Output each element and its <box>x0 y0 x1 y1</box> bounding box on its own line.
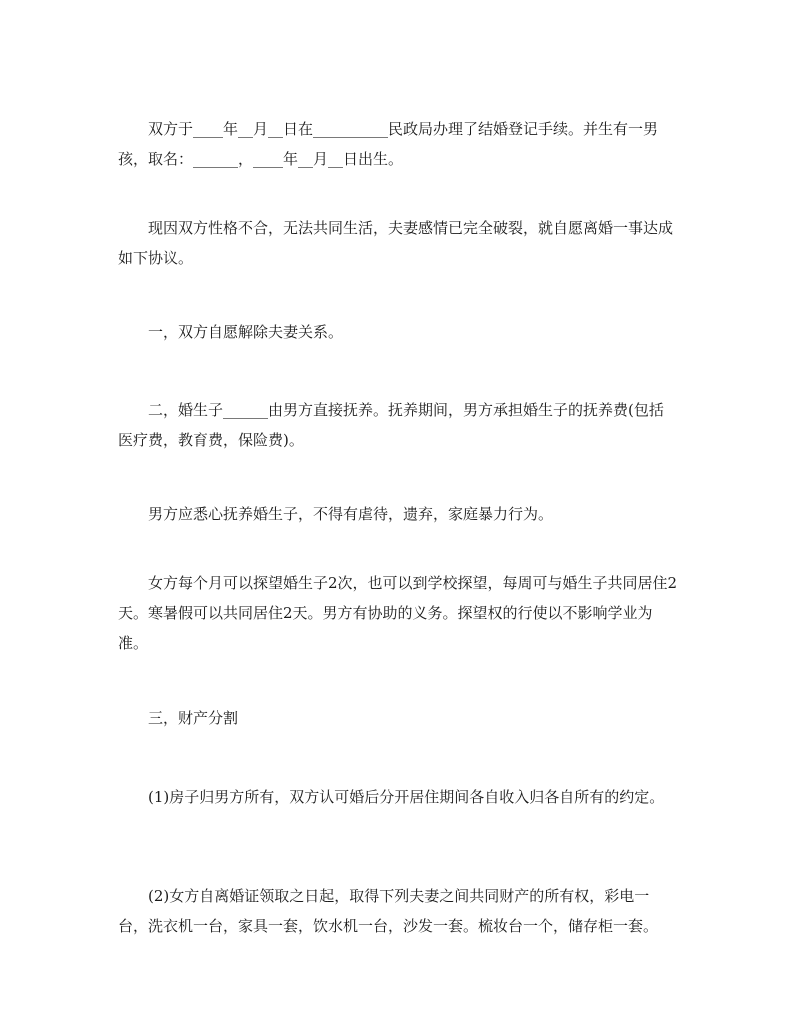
paragraph-property-house: (1)房子归男方所有，双方认可婚后分开居住期间各自收入归各自所有的约定。 <box>148 788 665 806</box>
paragraph-divorce-reason: 现因双方性格不合，无法共同生活，夫妻感情已完全破裂，就自愿离婚一事达成如下协议。 <box>118 219 674 267</box>
paragraph-property-items: (2)女方自离婚证领取之日起，取得下列夫妻之间共同财产的所有权，彩电一台，洗衣机一台，家具一套，饮水机一台，沙发一套。梳妆台一个，储存柜一套。 <box>118 887 659 935</box>
paragraph-clause-one: 一，双方自愿解除夫妻关系。 <box>148 323 344 341</box>
paragraph-father-duty: 男方应悉心抚养婚生子，不得有虐待，遗弃，家庭暴力行为。 <box>148 505 554 523</box>
paragraph-clause-three-heading: 三，财产分割 <box>148 709 239 727</box>
paragraph-clause-two-custody: 二，婚生子______由男方直接抚养。抚养期间，男方承担婚生子的抚养费(包括医疗费，教育费，保险费)。 <box>118 401 664 449</box>
paragraph-visitation: 女方每个月可以探望婚生子2次，也可以到学校探望，每周可与婚生子共同居住2天。寒暑假可以共同居住2天。男方有协助的义务。探望权的行使以不影响学业为准。 <box>118 574 678 652</box>
paragraph-marriage-registration: 双方于____年__月__日在__________民政局办理了结婚登记手续。并生有一男孩，取名：______，____年__月__日出生。 <box>118 120 659 168</box>
